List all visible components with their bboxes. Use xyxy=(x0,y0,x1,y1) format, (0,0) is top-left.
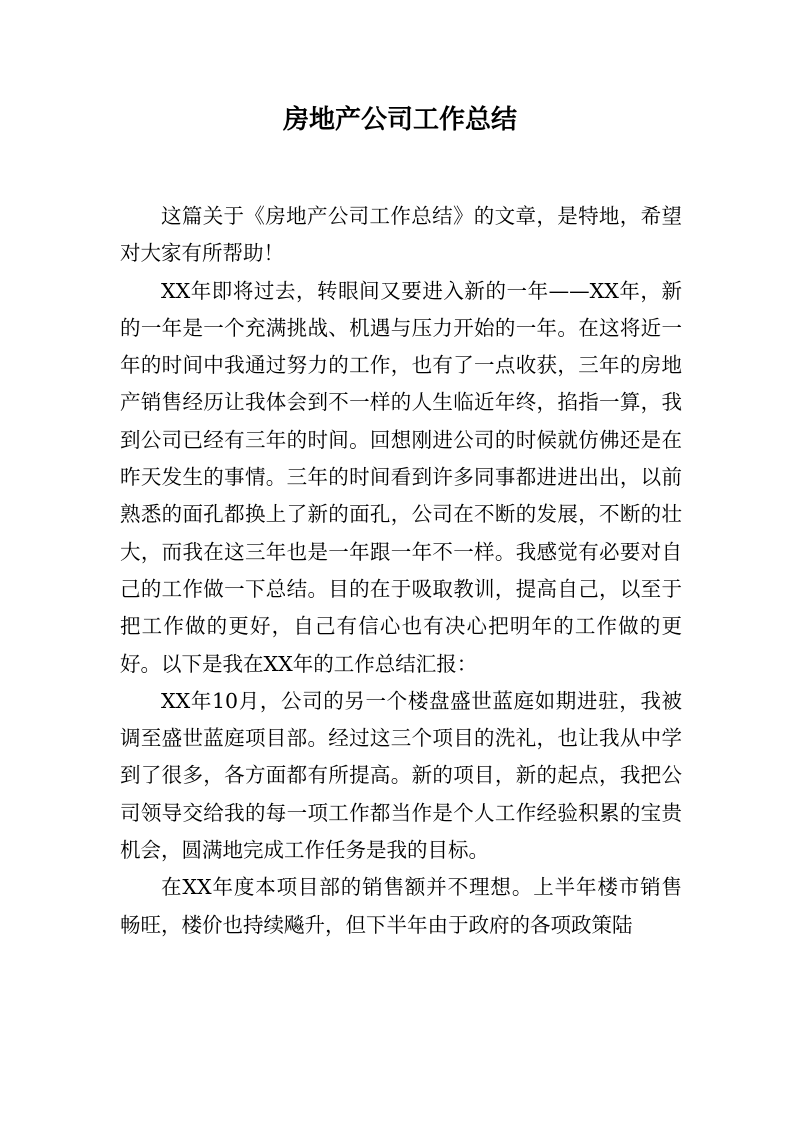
paragraph-intro: 这篇关于《房地产公司工作总结》的文章，是特地，希望对大家有所帮助！ xyxy=(120,204,682,266)
document-title: 房地产公司工作总结 xyxy=(282,105,517,135)
paragraph-project: XX年10月，公司的另一个楼盘盛世蓝庭如期进驻，我被调至盛世蓝庭项目部。经过这三个项目的洗礼，也让我从中学到了很多，各方面都有所提高。新的项目，新的起点，我把公司领导交给我的每一项工作都当作是个人工作经验积累的宝贵机会，圆满地完成工作任务是我的目标。 xyxy=(120,688,682,863)
paragraph-sales: 在XX年度本项目部的销售额并不理想。上半年楼市销售畅旺，楼价也持续飚升，但下半年由于政府的各项政策陆 xyxy=(120,875,682,937)
paragraph-overview: XX年即将过去，转眼间又要进入新的一年——XX年，新的一年是一个充满挑战、机遇与压力开始的一年。在这将近一年的时间中我通过努力的工作，也有了一点收获，三年的房地产销售经历让我体会到不一样的人生临近年终，掐指一算，我到公司已经有三年的时间。回想刚进公司的时候就仿佛还是在昨天发生的事情。三年的时间看到许多同事都进进出出，以前熟悉的面孔都换上了新的面孔，公司在不断的发展，不断的壮大，而我在这三年也是一年跟一年不一样。我感觉有必要对自己的工作做一下总结。目的在于吸取教训，提高自己，以至于把工作做的更好，自己有信心也有决心把明年的工作做的更好。以下是我在XX年的工作总结汇报： xyxy=(120,278,682,676)
document-body xyxy=(120,198,682,944)
